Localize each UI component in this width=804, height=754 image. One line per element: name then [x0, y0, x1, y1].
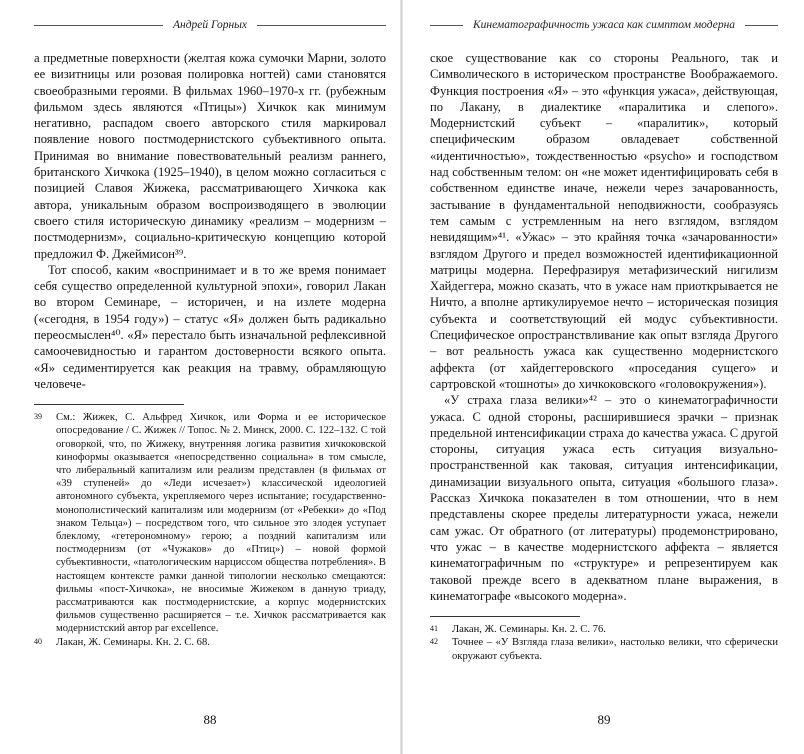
- footnote-number: 40: [34, 636, 42, 646]
- footnote-text: См.: Жижек, С. Альфред Хичкок, или Форма и ее историческое опосредование / С. Жижек // Топос. № 2. Минск, 2000. С. 122–132. С той оговоркой, что, по Жижеку, внутренняя логика развития хичкоковской киноформы оказывается «непосредственно социальна» в том смысле, что либеральный капитализм или реализм представлен (в фильмах от «39 ступеней» до «Леди исчезает») классической идеологией автономного субъекта, укрепляемого через испытание; государственно-монополистический капитализм или модернизм (от «Ребекки» до «Под знаком Тельца») – посредством того, что сильное это злодея уступает блеклому, «гетерономному» герою; а поздний капитализм или постмодернизм (от «Чужаков» до «Птиц») – новой формой субъективности, «патологическим нарциссом общества потребления». В настоящем контексте рамки данной типологии несколько смещаются: фильмы «пост-Хичкока», не вносимые Жижеком в данную триаду, рассматриваются как постмодернистские, а корпус модернистских фильмов существенно расширяется – т.е. Хичкок рассматривается как модернистский автор par excellence.: [56, 412, 386, 635]
- right-page: [402, 0, 804, 754]
- body-text-right: [430, 50, 778, 604]
- page-number-right: 89: [597, 712, 611, 727]
- paragraph: «У страха глаза велики»⁴² – это о кинематографичности ужаса. С одной стороны, расширившиеся зрачки – признак предельной интенсификации страха до качества ужаса. С другой стороны, ситуация ужаса есть ситуация визуально-пространственной как таковая, ситуация интенсификации, динамизации визуального опыта, ситуация «большого глаза». Рассказ Хичкока показателен в том отношении, что в нем представлены скорее пределы литературности ужаса, нежели сам ужас. От обратного (от литературы) продемонстрировано, что ужас – в качестве модернистского аффекта – является кинематографичным по «структуре» и репрезентируем как таковой прежде всего в адекватном плане выражения, в кинематографе «высокого модерна».: [430, 393, 778, 603]
- header-rule: [34, 25, 163, 26]
- footnote: [34, 636, 386, 649]
- footnote-text: Лакан, Ж. Семинары. Кн. 2. С. 68.: [56, 636, 210, 648]
- footnote-text: Лакан, Ж. Семинары. Кн. 2. С. 76.: [452, 624, 606, 636]
- footnote-text: Точнее – «У Взгляда глаза велики», настолько велики, что сферически окружают субъекта.: [452, 637, 778, 662]
- header-rule: [745, 25, 778, 26]
- footnote: [34, 411, 386, 635]
- running-head-chapter: Кинематографичность ужаса как симптом модерна: [472, 19, 736, 31]
- footnotes-right: [430, 623, 778, 663]
- paragraph: а предметные поверхности (желтая кожа сумочки Марни, золото ее визитницы или розовая полировка ногтей) сами становятся своеобразными героями. В фильмах 1960–1970-х гг. (рубежным фильмом здесь являются «Птицы») Хичкок как минимум негативно, распадом своего авторского стиля маркировал появление нового постмодернистского субъективного опыта. Принимая во внимание повествовательный реализм раннего, британского Хичкока (1925–1940), в целом можно согласиться с позицией Славоя Жижека, рассматривающего Хичкока как автора, уникальным образом воспроизводящего в эволюции своего стиля историческую динамику «реализм – модернизм – постмодернизм», социально-критическую концепцию которой предложил Ф. Джеймисон³⁹.: [34, 51, 386, 261]
- paragraph: Тот способ, каким «воспринимает и в то же время понимает себя существо определенной культурной эпохи», говорил Лакан во втором Семинаре, – историчен, и на излете модерна («сегодня, в 1954 году») – статус «Я» должен быть радикально переосмыслен⁴⁰. «Я» перестало быть изначальной рефлексивной самоочевидностью и гарантом достоверности всякого опыта. «Я» седиментируется как реакция на травму, обрамляющую человече-: [34, 262, 386, 391]
- footnote: [430, 636, 778, 662]
- running-head-left: [34, 14, 386, 36]
- footnotes-left: [34, 411, 386, 649]
- paragraph: ское существование как со стороны Реального, так и Символического в историческом пространстве Воображаемого. Функция построения «Я» – это «функция ужаса», действующая, по Лакану, в диалектике «паралитика и слепого». Модернистский субъект – «паралитик», который специфическим образом овладевает собственной «идентичностью», тождественностью «psycho» и господством над собственным телом: он «не может идентифицировать себя в собственном единстве иначе, нежели через зачарованность, застывание в фундаментальной неподвижности, сообразуясь тем самым с устремленным на него взглядом, взглядом невидящим»⁴¹. «Ужас» – это крайняя точка «зачарованности» взглядом Другого и предел возможностей идентификационной матрицы модерна. Перефразируя метафизический нигилизм Хайдеггера, можно сказать, что в ужасе нам приоткрывается не Ничто, а вполне артикулируемое нечто – историческая позиция субъекта и соответствующий ей модус субъективности. Специфическое опространствливание как опыт взгляда Другого – вот реальность ужаса как существенно модернистского аффекта (от хайдеггеровского «проседания сущего» и сартровской «тошноты» до хичкоковского «головокружения»).: [430, 51, 778, 391]
- footnote-number: 41: [430, 624, 438, 634]
- page-number-left: 88: [203, 712, 217, 727]
- header-rule: [257, 25, 386, 26]
- footnote-rule: [34, 404, 184, 405]
- footnote-number: 39: [34, 412, 42, 422]
- header-rule: [430, 25, 463, 26]
- footnote: [430, 623, 778, 636]
- footnote-number: 42: [430, 637, 438, 647]
- running-head-right: [430, 14, 778, 36]
- footnote-rule: [430, 616, 580, 617]
- body-text-left: [34, 50, 386, 392]
- running-head-author: Андрей Горных: [172, 19, 248, 31]
